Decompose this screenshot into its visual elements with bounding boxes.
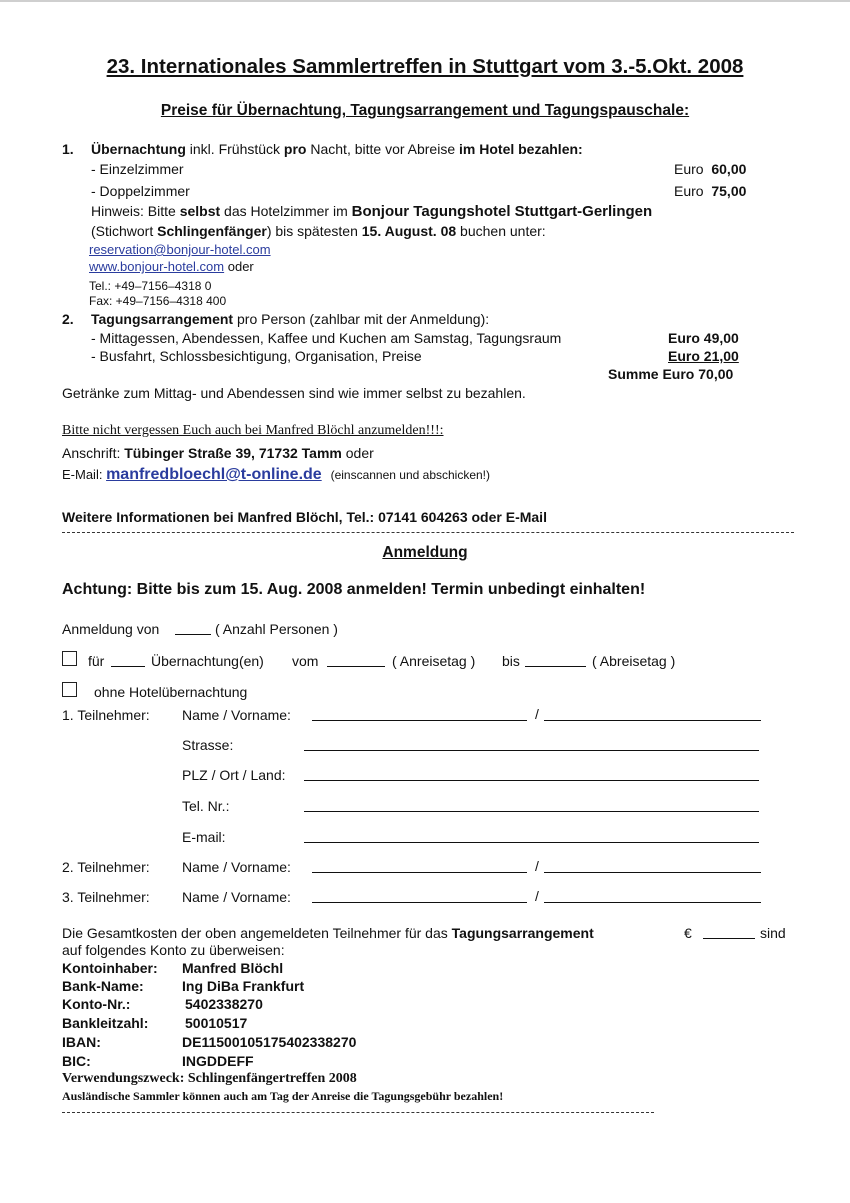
payment-text: Die Gesamtkosten der oben angemeldeten Teilnehmer für das bbox=[62, 925, 452, 941]
hint-bold: selbst bbox=[179, 203, 221, 219]
section2-number: 2. bbox=[62, 311, 74, 327]
keyword-text: ) bis spätesten bbox=[266, 223, 362, 239]
keyword-bold: Schlingenfänger bbox=[157, 223, 267, 239]
participant-1-lastname-field[interactable] bbox=[312, 720, 527, 721]
email-label: E-Mail: bbox=[62, 467, 107, 482]
participant-2-name-label: Name / Vorname: bbox=[182, 859, 291, 875]
section1-heading bbox=[91, 141, 583, 157]
room-single-price bbox=[674, 161, 746, 177]
address-value: Tübinger Straße 39, 71732 Tamm bbox=[124, 445, 342, 461]
room-double-price bbox=[674, 183, 746, 199]
hotel-email-link[interactable]: reservation@bonjour-hotel.com bbox=[89, 242, 271, 257]
heading-bold: im Hotel bezahlen: bbox=[459, 141, 583, 157]
arrangement-price-1: Euro 49,00 bbox=[668, 330, 739, 346]
form-warning bbox=[62, 581, 645, 599]
registration-reminder: Bitte nicht vergessen Euch auch bei Manfred Blöchl anzumelden!!!: bbox=[62, 423, 444, 438]
no-hotel-label: ohne Hotelübernachtung bbox=[94, 684, 248, 700]
phone-label: Tel. Nr.: bbox=[182, 798, 230, 814]
for-label: für bbox=[88, 653, 105, 669]
top-border bbox=[0, 0, 850, 2]
departure-field[interactable] bbox=[525, 666, 586, 667]
hotel-web-line bbox=[89, 259, 254, 274]
drinks-note: Getränke zum Mittag- und Abendessen sind wie immer selbst zu bezahlen. bbox=[62, 385, 526, 401]
persons-count-field[interactable] bbox=[175, 634, 211, 635]
prices-subtitle: Preise für Übernachtung, Tagungsarrangement und Tagungspauschale: bbox=[160, 102, 690, 119]
warning-text: : Bitte bis zum 15. Aug. 2008 anmelden! Termin unbedingt einhalten! bbox=[126, 581, 646, 598]
dashed-divider bbox=[62, 532, 794, 533]
participant-2-firstname-field[interactable] bbox=[544, 872, 761, 873]
heading-text: inkl. Frühstück bbox=[185, 141, 284, 157]
nights-count-field[interactable] bbox=[111, 666, 145, 667]
bank-label-name: Bank-Name: bbox=[62, 978, 144, 994]
hint-text: das Hotelzimmer im bbox=[220, 203, 352, 219]
no-hotel-checkbox[interactable] bbox=[62, 682, 77, 697]
heading-bold: pro bbox=[283, 141, 307, 157]
hotel-hint bbox=[91, 203, 652, 220]
heading-text: Nacht, bitte vor Abreise bbox=[306, 141, 460, 157]
price-value: 60,00 bbox=[711, 161, 747, 177]
zip-city-field[interactable] bbox=[304, 780, 759, 781]
room-double-label: - Doppelzimmer bbox=[91, 183, 190, 199]
price-prefix: Euro bbox=[674, 161, 704, 177]
bank-label-bic: BIC: bbox=[62, 1053, 91, 1069]
hotel-fax: Fax: +49–7156–4318 400 bbox=[89, 294, 227, 308]
euro-sign: € bbox=[684, 925, 692, 941]
phone-field[interactable] bbox=[304, 811, 759, 812]
contact-email-link[interactable]: manfredbloechl@t-online.de bbox=[106, 466, 322, 483]
from-label: vom bbox=[292, 653, 319, 669]
hotel-name: Bonjour Tagungshotel Stuttgart-Gerlingen bbox=[351, 203, 653, 220]
hotel-web-link[interactable]: www.bonjour-hotel.com bbox=[89, 259, 225, 274]
keyword-line bbox=[91, 223, 546, 239]
zip-city-label: PLZ / Ort / Land: bbox=[182, 767, 286, 783]
heading-text: pro Person (zahlbar mit der Anmeldung): bbox=[233, 311, 490, 327]
payment-line-1 bbox=[62, 925, 594, 941]
bank-label-account: Konto-Nr.: bbox=[62, 996, 131, 1012]
address-line bbox=[62, 445, 374, 461]
arrangement-item-1: - Mittagessen, Abendessen, Kaffee und Kuchen am Samstag, Tagungsraum bbox=[91, 330, 562, 346]
overnights-label: Übernachtung(en) bbox=[151, 653, 264, 669]
persons-hint: ( Anzahl Personen ) bbox=[215, 621, 338, 637]
participant-3-name-label: Name / Vorname: bbox=[182, 889, 291, 905]
sind-label: sind bbox=[760, 925, 786, 941]
street-label: Strasse: bbox=[182, 737, 234, 753]
name-separator: / bbox=[535, 888, 539, 904]
participant-3-firstname-field[interactable] bbox=[544, 902, 761, 903]
room-single-label: - Einzelzimmer bbox=[91, 161, 184, 177]
total-amount-field[interactable] bbox=[703, 938, 755, 939]
arrangement-price-2: Euro 21,00 bbox=[668, 348, 739, 364]
email-note: (einscannen und abschicken!) bbox=[330, 468, 491, 482]
section2-heading bbox=[91, 311, 489, 327]
participant-1-name-label: Name / Vorname: bbox=[182, 707, 291, 723]
participant-2-lastname-field[interactable] bbox=[312, 872, 527, 873]
bank-label-iban: IBAN: bbox=[62, 1034, 101, 1050]
more-info: Weitere Informationen bei Manfred Blöchl, Tel.: 07141 604263 oder E-Mail bbox=[62, 509, 547, 525]
hotel-tel: Tel.: +49–7156–4318 0 bbox=[89, 279, 212, 293]
overnight-checkbox[interactable] bbox=[62, 651, 77, 666]
participant-2-label: 2. Teilnehmer: bbox=[62, 859, 150, 875]
page-title: 23. Internationales Sammlertreffen in Stuttgart vom 3.-5.Okt. 2008 bbox=[106, 55, 744, 78]
name-separator: / bbox=[535, 858, 539, 874]
participant-3-label: 3. Teilnehmer: bbox=[62, 889, 150, 905]
bank-value-account: 5402338270 bbox=[185, 996, 263, 1012]
keyword-text: (Stichwort bbox=[91, 223, 158, 239]
bank-value-iban: DE11500105175402338270 bbox=[182, 1034, 357, 1050]
address-suffix: oder bbox=[341, 445, 374, 461]
heading-bold: Tagungsarrangement bbox=[91, 311, 234, 327]
participant-3-lastname-field[interactable] bbox=[312, 902, 527, 903]
departure-hint: ( Abreisetag ) bbox=[592, 653, 676, 669]
contact-email-line bbox=[62, 466, 490, 484]
heading-bold: Übernachtung bbox=[91, 141, 186, 157]
deadline-date: 15. August. 08 bbox=[361, 223, 457, 239]
until-label: bis bbox=[502, 653, 520, 669]
payment-reference: Verwendungszweck: Schlingenfängertreffen 2008 bbox=[62, 1071, 357, 1086]
bank-value-name: Ing DiBa Frankfurt bbox=[182, 978, 305, 994]
participant-1-firstname-field[interactable] bbox=[544, 720, 761, 721]
keyword-text: buchen unter: bbox=[456, 223, 546, 239]
participant-1-label: 1. Teilnehmer: bbox=[62, 707, 150, 723]
form-heading: Anmeldung bbox=[382, 544, 468, 561]
arrival-hint: ( Anreisetag ) bbox=[392, 653, 476, 669]
address-label: Anschrift: bbox=[62, 445, 125, 461]
web-suffix: oder bbox=[224, 259, 254, 274]
bank-label-code: Bankleitzahl: bbox=[62, 1015, 149, 1031]
section1-number: 1. bbox=[62, 141, 74, 157]
bank-value-code: 50010517 bbox=[185, 1015, 248, 1031]
arrangement-sum: Summe Euro 70,00 bbox=[608, 366, 734, 382]
payment-bold: Tagungsarrangement bbox=[451, 925, 594, 941]
arrangement-item-2: - Busfahrt, Schlossbesichtigung, Organisation, Preise bbox=[91, 348, 422, 364]
name-separator: / bbox=[535, 706, 539, 722]
hint-text: Hinweis: Bitte bbox=[91, 203, 180, 219]
email-field[interactable] bbox=[304, 842, 759, 843]
bank-value-owner: Manfred Blöchl bbox=[182, 960, 284, 976]
bank-value-bic: INGDDEFF bbox=[182, 1053, 254, 1069]
email-label: E-mail: bbox=[182, 829, 226, 845]
persons-label: Anmeldung von bbox=[62, 621, 160, 637]
warning-label: Achtung bbox=[62, 581, 127, 598]
arrival-field[interactable] bbox=[327, 666, 385, 667]
price-value: 75,00 bbox=[711, 183, 747, 199]
price-prefix: Euro bbox=[674, 183, 704, 199]
bank-label-owner: Kontoinhaber: bbox=[62, 960, 158, 976]
street-field[interactable] bbox=[304, 750, 759, 751]
foreign-collectors-note: Ausländische Sammler können auch am Tag der Anreise die Tagungsgebühr bezahlen! bbox=[62, 1089, 504, 1103]
payment-line-2: auf folgendes Konto zu überweisen: bbox=[62, 942, 285, 958]
bottom-dashed-divider bbox=[62, 1112, 654, 1113]
